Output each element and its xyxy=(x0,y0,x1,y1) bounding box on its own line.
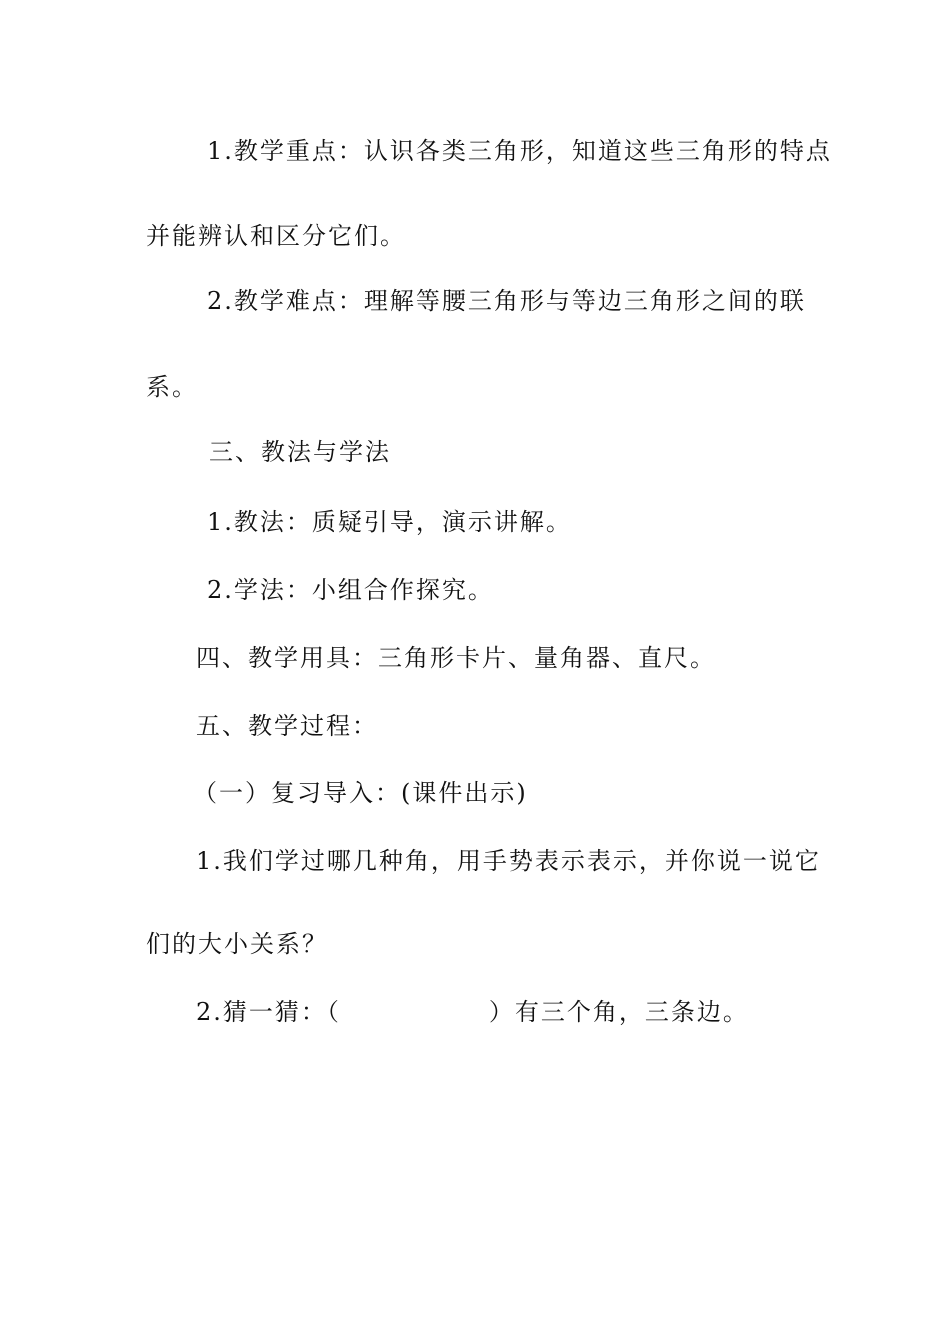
learning-method-line: 2.学法：小组合作探究。 xyxy=(207,576,494,604)
teaching-tools-line: 四、教学用具：三角形卡片、量角器、直尺。 xyxy=(196,644,716,672)
teaching-process-heading: 五、教学过程： xyxy=(196,712,378,740)
key-point-line-2: 并能辨认和区分它们。 xyxy=(146,222,406,250)
key-point-line-1: 1.教学重点：认识各类三角形，知道这些三角形的特点 xyxy=(207,137,832,165)
question-1-line-1: 1.我们学过哪几种角，用手势表示表示，并你说一说它 xyxy=(196,847,821,875)
difficulty-line-1: 2.教学难点：理解等腰三角形与等边三角形之间的联 xyxy=(207,287,806,315)
question-2-line xyxy=(196,997,749,1027)
question-1-line-2: 们的大小关系？ xyxy=(146,930,328,958)
teaching-method-line: 1.教法：质疑引导，演示讲解。 xyxy=(207,508,572,536)
question-2-prefix: 2.猜一猜：（ xyxy=(196,998,341,1026)
section-methods-heading: 三、教法与学法 xyxy=(209,438,391,466)
difficulty-line-2: 系。 xyxy=(146,373,198,401)
question-2-suffix: ）有三个角，三条边。 xyxy=(488,998,749,1026)
review-intro-heading: （一）复习导入：(课件出示) xyxy=(193,779,528,807)
